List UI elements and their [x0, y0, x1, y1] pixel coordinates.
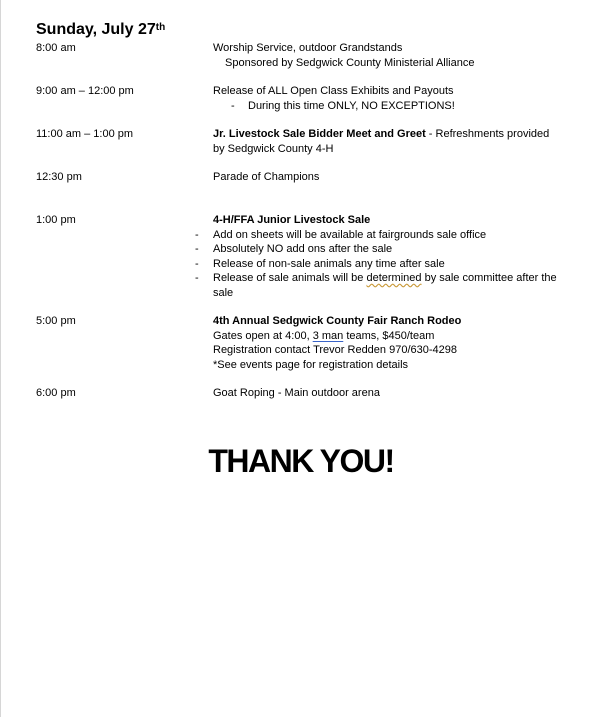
- text-segment: teams, $450/team: [343, 329, 435, 342]
- thank-you-heading: THANK YOU!: [208, 443, 394, 479]
- dash-marker: -: [195, 228, 199, 241]
- list-item: [195, 257, 563, 272]
- event-description: - Refreshments provided by Sedgwick County 4-H: [213, 128, 550, 155]
- event-time: 9:00 am – 12:00 pm: [36, 85, 134, 97]
- event-time: 5:00 pm: [36, 315, 76, 327]
- event-time: 8:00 am: [36, 42, 76, 54]
- event-note: [213, 99, 563, 114]
- list-item-text: Release of sale animals will be: [213, 272, 367, 284]
- dash-marker: -: [195, 243, 199, 255]
- event-description: Worship Service, outdoor Grandstands: [213, 42, 403, 54]
- event-sponsor: Sponsored by Sedgwick County Ministerial Alliance: [225, 56, 475, 69]
- list-item-text: Release of non-sale animals any time after sale: [213, 257, 445, 270]
- event-title: 4th Annual Sedgwick County Fair Ranch Rodeo: [213, 315, 462, 327]
- spelling-flag: 3 man: [312, 329, 344, 342]
- event-note: *See events page for registration details: [213, 358, 409, 371]
- event-details: [213, 314, 563, 372]
- event-details: [213, 84, 563, 113]
- dash-marker: -: [231, 99, 235, 112]
- event-description: Goat Roping - Main outdoor arena: [213, 387, 380, 399]
- text-segment: Gates open at 4:00,: [213, 329, 313, 342]
- list-item: [195, 228, 563, 243]
- event-time: 1:00 pm: [36, 214, 76, 226]
- event-title: Jr. Livestock Sale Bidder Meet and Greet: [213, 128, 426, 140]
- event-details: [213, 41, 563, 70]
- day-title: Sunday, July 27: [36, 21, 156, 38]
- event-time: 12:30 pm: [36, 171, 82, 183]
- list-item: [195, 271, 563, 300]
- list-item-text: Add on sheets will be available at fairgrounds sale office: [213, 228, 487, 241]
- bullet-list: [195, 228, 563, 301]
- list-item-text: by sale committee after the sale: [213, 272, 557, 299]
- event-details: [195, 213, 563, 300]
- event-time: 6:00 pm: [36, 387, 76, 399]
- day-heading: [36, 20, 165, 40]
- event-description: [213, 329, 563, 344]
- dash-marker: -: [195, 257, 199, 270]
- event-details: [213, 127, 563, 156]
- event-time: 11:00 am – 1:00 pm: [36, 128, 134, 140]
- event-title: 4-H/FFA Junior Livestock Sale: [213, 214, 371, 226]
- day-suffix: th: [155, 22, 166, 33]
- event-contact: Registration contact Trevor Redden 970/630-4298: [213, 344, 457, 356]
- event-description: Parade of Champions: [213, 171, 320, 183]
- dash-marker: -: [195, 272, 199, 284]
- list-item-text: Absolutely NO add ons after the sale: [213, 243, 393, 255]
- note-text: During this time ONLY, NO EXCEPTIONS!: [248, 99, 455, 112]
- event-description: Release of ALL Open Class Exhibits and Payouts: [213, 85, 454, 97]
- grammar-flag: determined: [366, 272, 422, 284]
- list-item: [195, 242, 563, 257]
